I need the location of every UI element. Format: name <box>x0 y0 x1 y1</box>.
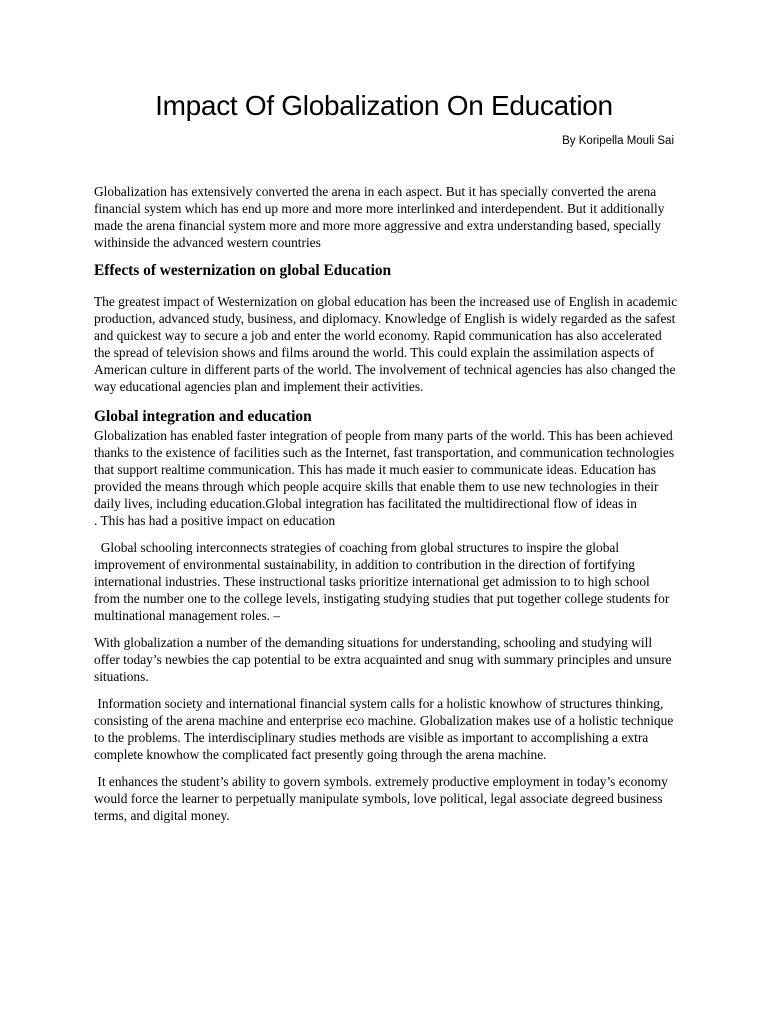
document-body <box>94 183 678 824</box>
section-heading-global-integration: Global integration and education <box>94 408 312 425</box>
intro-paragraph: Globalization has extensively converted the arena in each aspect. But it has specially converted the arena financial system which has end up more and more more interlinked and interdependent. But it additionally made the arena financial system more and more more aggressive and extra understanding based, specially withinside the advanced western countries <box>94 184 665 250</box>
page-title: Impact Of Globalization On Education <box>155 90 613 121</box>
global-integration-paragraph: Globalization has enabled faster integration of people from many parts of the world. This has been achieved thanks to the existence of facilities such as the Internet, fast transportation, and communication technologies that support realtime communication. This has made it much easier to communicate ideas. Education has provided the means through which people acquire skills that enable them to use new technologies in their daily lives, including education.Global integration has facilitated the multidirectional flow of ideas in <box>94 428 675 511</box>
global-integration-paragraph-tail: . This has had a positive impact on education <box>94 513 336 528</box>
global-schooling-paragraph: Global schooling interconnects strategies of coaching from global structures to inspire the global improvement of environmental sustainability, in addition to contribution in the direction of fortifying international industries. These instructional tasks prioritize international get admission to to high school from the number one to the college levels, instigating studying studies that put together college students for multinational management roles. – <box>94 540 673 623</box>
information-society-paragraph: Information society and international financial system calls for a holistic knowhow of structures thinking, consisting of the arena machine and enterprise eco machine. Globalization makes use of a holistic technique to the problems. The interdisciplinary studies methods are visible as important to accomplishing a extra complete knowhow the complicated fact presently going through the arena machine. <box>94 696 677 762</box>
author-byline: By Koripella Mouli Sai <box>562 135 674 147</box>
symbols-paragraph: It enhances the student’s ability to govern symbols. extremely productive employment in today’s economy would force the learner to perpetually manipulate symbols, love political, legal associate degreed business terms, and digital money. <box>94 774 672 823</box>
challenges-paragraph: With globalization a number of the demanding situations for understanding, schooling and studying will offer today’s newbies the cap potential to be extra acquainted and snug with summary principles and unsure situations. <box>94 635 672 684</box>
westernization-paragraph: The greatest impact of Westernization on global education has been the increased use of English in academic production, advanced study, business, and diplomacy. Knowledge of English is widely regarded as the safest and quickest way to secure a job and enter the world economy. Rapid communication has also accelerated the spread of television shows and films around the world. This could explain the assimilation aspects of American culture in different parts of the world. The involvement of technical agencies has also changed the way educational agencies plan and implement their activities. <box>94 294 678 394</box>
section-heading-westernization: Effects of westernization on global Education <box>94 262 392 279</box>
